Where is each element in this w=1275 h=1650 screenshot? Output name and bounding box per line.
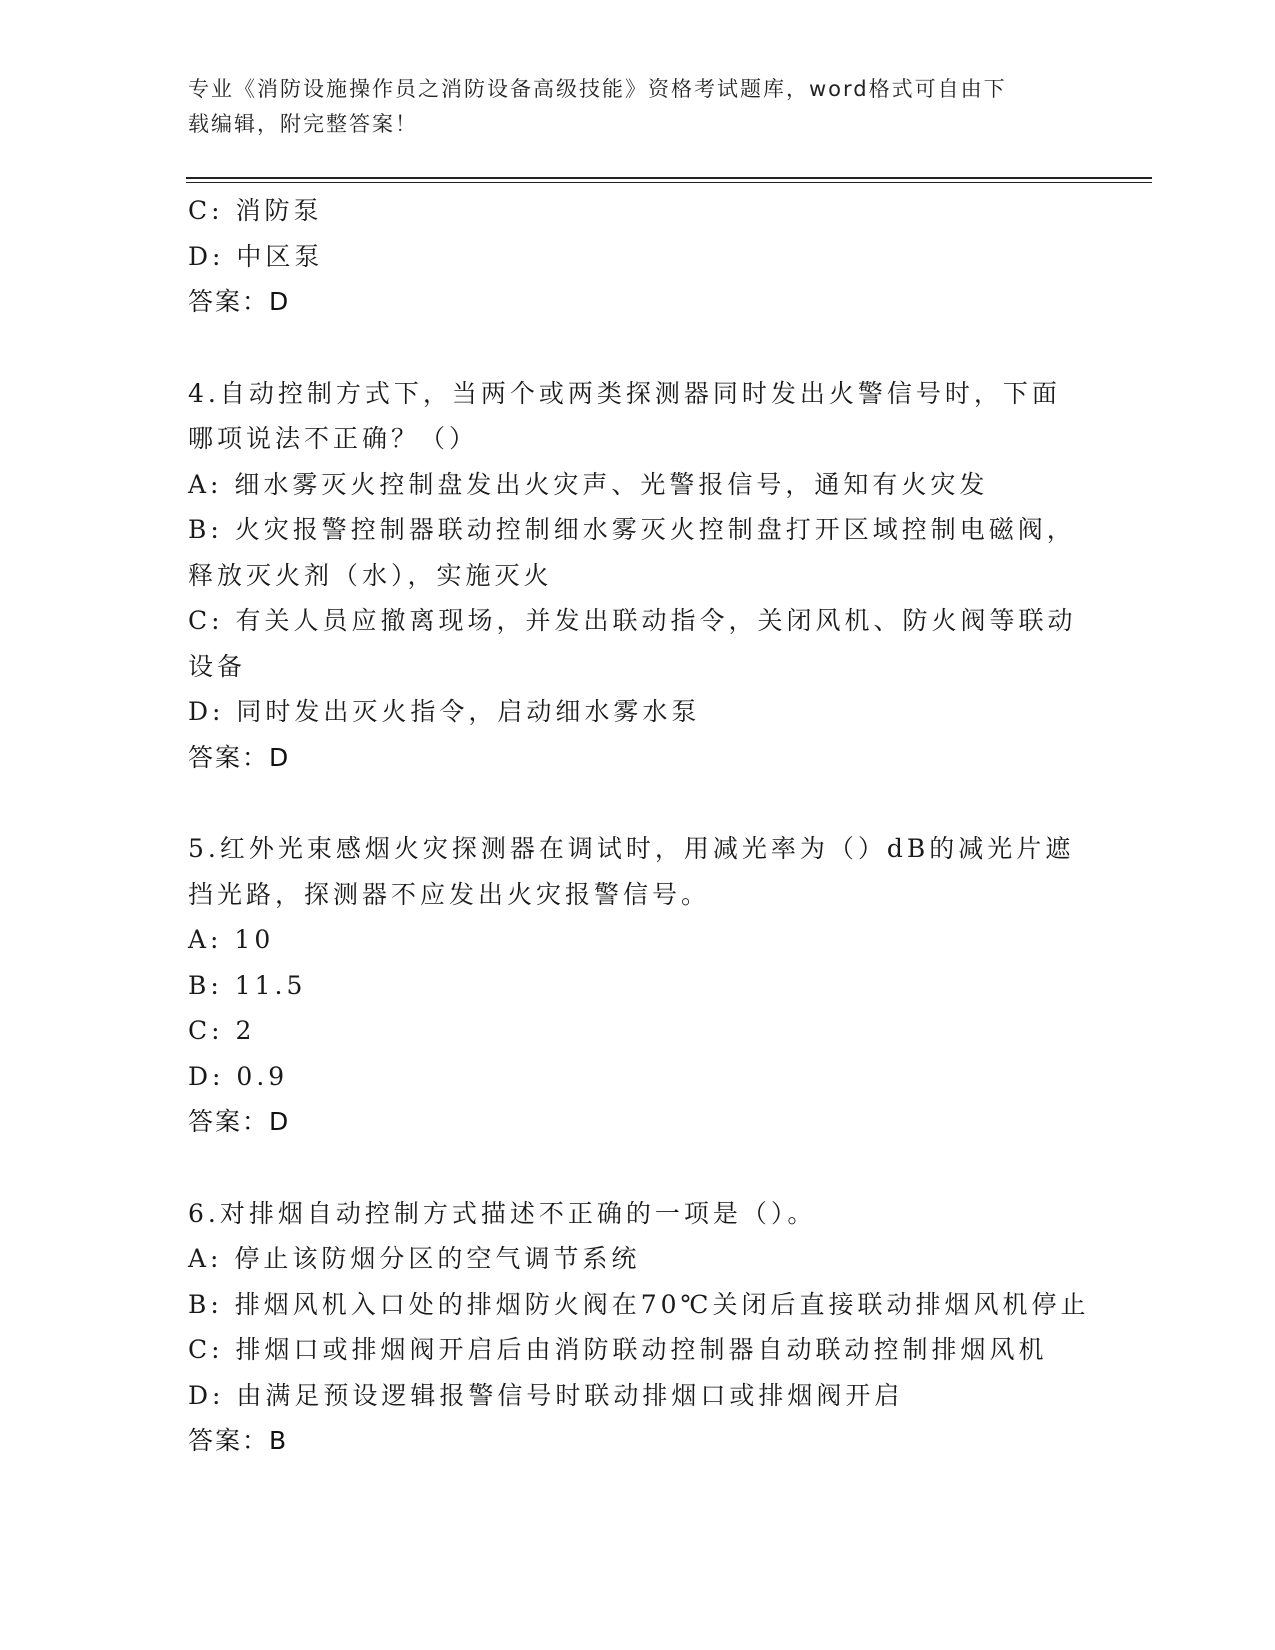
question-3-partial xyxy=(188,188,1088,325)
q4-stem-line-1: 4.自动控制方式下，当两个或两类探测器同时发出火警信号时，下面 xyxy=(188,378,1061,408)
spacer xyxy=(188,325,1088,371)
spacer xyxy=(188,1145,1088,1191)
q4-option-c-line-1: C: 有关人员应撤离现场，并发出联动指令，关闭风机、防火阀等联动 xyxy=(188,606,1077,635)
q6-option-c: C: 排烟口或排烟阀开启后由消防联动控制器自动联动控制排烟风机 xyxy=(188,1335,1048,1364)
q5-option-a: A: 10 xyxy=(188,925,275,954)
q5-stem-line-2: 挡光路，探测器不应发出火灾报警信号。 xyxy=(188,879,711,909)
header-rule-thick xyxy=(186,177,1152,179)
header-rule-thin xyxy=(186,182,1152,183)
q5-answer: 答案：D xyxy=(188,1107,291,1136)
question-content xyxy=(188,188,1088,1464)
spacer xyxy=(188,780,1088,826)
q4-option-a: A: 细水雾灭火控制盘发出火灾声、光警报信号，通知有火灾发 xyxy=(188,469,989,499)
q5-stem-line-1: 5.红外光束感烟火灾探测器在调试时，用减光率为（）dB的减光片遮 xyxy=(188,834,1075,863)
q5-option-b: B: 11.5 xyxy=(188,970,307,1000)
q5-option-d: D: 0.9 xyxy=(188,1061,289,1091)
question-6 xyxy=(188,1191,1088,1464)
q6-stem-line-1: 6.对排烟自动控制方式描述不正确的一项是（）。 xyxy=(188,1198,817,1228)
q4-option-b-line-2: 释放灭火剂（水），实施灭火 xyxy=(188,560,553,590)
q4-answer: 答案：D xyxy=(188,742,291,772)
q4-option-b-line-1: B: 火灾报警控制器联动控制细水雾灭火控制盘打开区域控制电磁阀， xyxy=(188,515,1076,544)
question-4 xyxy=(188,371,1088,781)
q6-option-a: A: 停止该防烟分区的空气调节系统 xyxy=(188,1244,641,1273)
q3-option-d: D: 中区泵 xyxy=(188,241,324,271)
q4-stem-line-2: 哪项说法不正确？（） xyxy=(188,424,479,453)
q5-option-c: C: 2 xyxy=(188,1016,256,1045)
header-line-2: 载编辑，附完整答案！ xyxy=(188,112,418,136)
question-5 xyxy=(188,826,1088,1145)
q3-answer: 答案：D xyxy=(188,287,291,316)
q4-option-d: D: 同时发出灭火指令，启动细水雾水泵 xyxy=(188,697,701,726)
q6-answer: 答案：B xyxy=(188,1426,289,1455)
q6-option-b: B: 排烟风机入口处的排烟防火阀在70℃关闭后直接联动排烟风机停止 xyxy=(188,1289,1090,1319)
q6-option-d: D: 由满足预设逻辑报警信号时联动排烟口或排烟阀开启 xyxy=(188,1380,904,1410)
document-header xyxy=(188,72,1088,142)
q4-option-c-line-2: 设备 xyxy=(188,651,247,681)
q3-option-c: C: 消防泵 xyxy=(188,196,323,225)
header-line-1: 专业《消防设施操作员之消防设备高级技能》资格考试题库，word格式可自由下 xyxy=(188,77,1007,101)
